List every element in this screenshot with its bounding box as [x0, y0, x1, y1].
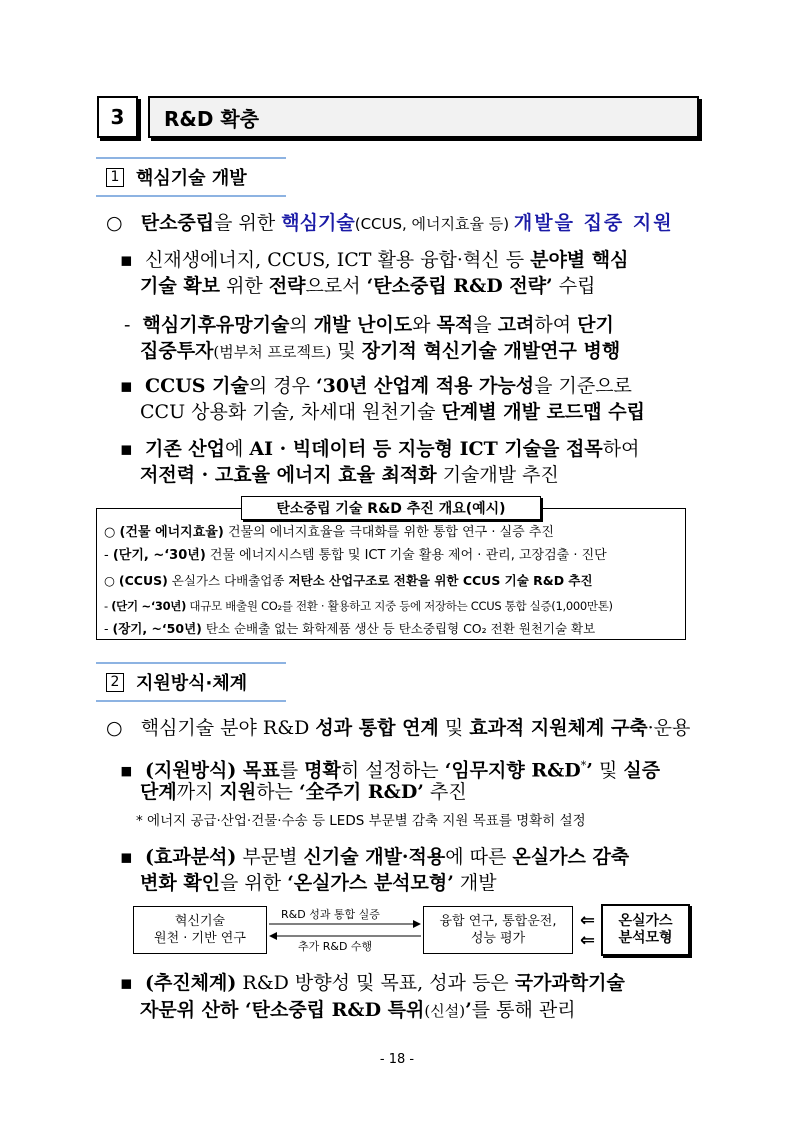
text-small: (범부처 프로젝트) — [213, 343, 332, 361]
bullet-marker: ○ — [106, 212, 123, 234]
subsection-1-number: 1 — [106, 168, 124, 187]
text: 부문별 — [236, 846, 304, 868]
text: 건물 에너지시스템 통합 및 ICT 기술 활용 제어 · 관리, 고장검출 · 진단 — [205, 548, 607, 563]
sub1-item-1-line2 — [140, 273, 595, 299]
text-bold: 자문위 산하 — [140, 999, 245, 1021]
text-bold: (단기, ~‘30년) — [112, 548, 206, 563]
text-bold: 신기술 개발·적용 — [303, 846, 446, 868]
text: 융합 연구, 통합운전, — [439, 914, 557, 929]
section-title-text: R&D 확충 — [164, 106, 260, 131]
text: 을 위한 — [214, 212, 282, 234]
text-bold: 변화 확인 — [140, 872, 221, 894]
text-bold: ‘임무지향 R&D — [444, 759, 581, 782]
text-bold: AI · 빅데이터 등 지능형 ICT 기술을 접목 — [249, 438, 603, 460]
text-bold: 목적 — [436, 314, 474, 336]
text: 탄소 순배출 없는 화학제품 생산 등 탄소중립형 CO₂ 전환 원천기술 확보 — [201, 621, 596, 636]
text: R&D 방향성 및 목표, 성과 등은 — [236, 972, 515, 994]
text-bold: (지원방식) — [144, 759, 237, 782]
text-bold: 기술 확보 — [140, 275, 221, 297]
example-line-4 — [104, 597, 613, 615]
text: 를 — [279, 759, 305, 782]
arrow-left-bold-icon: ⇐ — [580, 930, 596, 950]
sub2-item-2-line1 — [120, 844, 629, 870]
bullet-marker: ▪ — [120, 759, 133, 782]
text: ○ — [104, 573, 119, 588]
text-bold: (건물 에너지효율) — [119, 525, 224, 540]
text-bold: 핵심기후유망기술 — [142, 314, 290, 336]
text: 와 — [412, 314, 437, 336]
text-bold: 효과적 지원체계 구축 — [469, 717, 648, 739]
text-bold: 실증 — [623, 759, 661, 782]
example-box-title: 탄소중립 기술 R&D 추진 개요(예시) — [241, 496, 541, 520]
text-bold: 분야별 핵심 — [530, 249, 629, 271]
text-bold: ‘온실가스 분석모형’ — [287, 872, 454, 894]
text-bold: 저탄소 산업구조로 전환을 위한 CCUS 기술 R&D 추진 — [288, 573, 593, 588]
page-number: - 18 - — [379, 1052, 415, 1067]
text: 을 기준으로 — [534, 375, 632, 397]
text: 하여 — [602, 438, 640, 460]
arrow-right-head-icon — [413, 920, 421, 928]
text: 건물의 에너지효율을 극대화를 위한 통합 연구 · 실증 추진 — [223, 525, 554, 540]
text: - — [104, 599, 112, 613]
text-bold: 기존 산업 — [144, 438, 226, 460]
sub1-item-2-line2 — [140, 338, 620, 365]
text: 히 설정하는 — [340, 759, 445, 782]
text: 및 — [592, 759, 624, 782]
text: 에 — [225, 438, 250, 460]
subsection-1-title: 핵심기술 개발 — [136, 168, 247, 189]
text-bold: 장기적 혁신기술 개발연구 병행 — [361, 340, 621, 362]
text: 의 — [289, 314, 314, 336]
text: ○ — [104, 525, 120, 540]
sub1-item-4-line2 — [140, 462, 559, 488]
text-bold: 목표 — [236, 759, 280, 782]
text-bold: CCUS 기술 — [144, 375, 249, 397]
sub1-item-1-line1 — [120, 247, 628, 273]
diagram-left-arrows — [578, 910, 598, 950]
bullet-marker: ▪ — [120, 438, 133, 460]
text-bold: ‘탄소중립 R&D 전략’ — [366, 275, 553, 297]
bullet-marker: ▪ — [120, 249, 133, 271]
diagram-box-research — [133, 906, 267, 954]
dash-marker: - — [124, 314, 131, 336]
text: 으로서 — [305, 275, 367, 297]
text: 온실가스 — [618, 913, 673, 929]
text: 혁신기술 — [174, 914, 226, 929]
sub2-item-1-line2 — [140, 779, 467, 805]
arrow-left-head-icon — [269, 932, 277, 940]
text-bold: ‘全주기 R&D’ — [298, 781, 424, 803]
text: 대규모 배출원 CO₂를 전환 · 활용하고 지중 등에 저장하는 CCUS 통합 실증(1,000만톤) — [186, 599, 613, 613]
text: 성능 평가 — [470, 931, 526, 946]
text: 기술개발 추진 — [436, 464, 559, 486]
text: 의 경우 — [248, 375, 316, 397]
text: 신재생에너지, CCUS, ICT 활용 융합·혁신 등 — [144, 249, 531, 271]
text: 및 — [438, 717, 470, 739]
diagram-arrow-top-label: R&D 성과 통합 실증 — [281, 908, 380, 921]
text-bold: 온실가스 감축 — [512, 846, 630, 868]
bullet-marker: ▪ — [120, 375, 133, 397]
text: 하는 — [256, 781, 299, 803]
example-line-3 — [104, 572, 593, 590]
text-bold: 저전력 · 고효율 에너지 효율 최적화 — [140, 464, 437, 486]
arrow-left-bold-icon: ⇐ — [580, 910, 596, 931]
text-bold: 지원 — [219, 781, 257, 803]
text: 수립 — [552, 275, 596, 297]
text-bold: 개발 난이도 — [313, 314, 413, 336]
text-bold: (단기 ~‘30년) — [111, 599, 187, 613]
text-bold: 성과 통합 연계 — [315, 717, 439, 739]
text-bold: 단기 — [577, 314, 614, 336]
text-bold: 단계별 개발 로드맵 수립 — [441, 401, 645, 423]
text-bold: 단계 — [140, 781, 177, 803]
text-bold: (효과분석) — [144, 846, 237, 868]
sub2-item-3-line1 — [120, 970, 625, 996]
text-highlight: 핵심기술 — [281, 212, 355, 234]
text-bold: ’ — [465, 999, 472, 1021]
text: 하여 — [534, 314, 578, 336]
bullet-marker: ▪ — [120, 846, 133, 868]
text-highlight: 개발을 집중 지원 — [513, 212, 674, 234]
subsection-2-header — [96, 662, 286, 702]
text: - — [104, 548, 113, 563]
footnote-mark: * — [580, 759, 587, 772]
sub1-item-3-line2 — [140, 399, 645, 425]
text: 핵심기술 분야 R&D — [140, 717, 316, 739]
sub2-item-2-line2 — [140, 870, 497, 896]
bullet-marker: ▪ — [120, 972, 133, 994]
text: 분석모형 — [618, 930, 673, 946]
section-title — [148, 96, 699, 138]
text-bold: (추진체계) — [144, 972, 237, 994]
sub1-item-4-line1 — [120, 436, 639, 462]
text-bold: 국가과학기술 — [514, 972, 625, 994]
text-bold: 전략 — [268, 275, 306, 297]
text-bold: ‘30년 산업계 적용 가능성 — [316, 375, 535, 397]
subsection-2-title: 지원방식·체계 — [136, 673, 248, 694]
sub1-main-bullet — [106, 210, 674, 237]
text: 까지 — [176, 781, 220, 803]
diagram-box-convergence — [423, 906, 573, 954]
subsection-2-number: 2 — [106, 673, 124, 692]
text: 개발 — [453, 872, 497, 894]
sub2-main-bullet — [106, 715, 690, 741]
example-line-2 — [104, 547, 607, 565]
text: 을 — [473, 314, 498, 336]
text-bold: ‘탄소중립 R&D 특위 — [245, 999, 425, 1021]
example-line-1 — [104, 524, 554, 542]
text-small: (신설) — [424, 1002, 466, 1020]
text-bold: (CCUS) — [118, 573, 168, 588]
text: 에 따른 — [445, 846, 513, 868]
subsection-1-header — [96, 157, 286, 197]
diagram-arrow-bottom-label: 추가 R&D 수행 — [298, 940, 373, 953]
diagram-box-ghg-model — [601, 904, 690, 956]
text-bold: 명확 — [304, 759, 341, 782]
text: 를 통해 관리 — [471, 999, 576, 1021]
example-line-5 — [104, 620, 595, 638]
text: 온실가스 다배출업종 — [167, 573, 289, 588]
text: 및 — [331, 340, 362, 362]
text: 추진 — [423, 781, 467, 803]
text: CCU 상용화 기술, 차세대 원천기술 — [140, 401, 442, 423]
text-bold: 집중투자 — [140, 340, 214, 362]
text-bold: (장기, ~‘50년) — [112, 621, 202, 636]
text: 위한 — [220, 275, 269, 297]
section-number: 3 — [97, 96, 138, 138]
sub1-item-3-line1 — [120, 373, 632, 399]
text: 원천 · 기반 연구 — [154, 931, 246, 946]
sub2-item-1-footnote: * 에너지 공급·산업·건물·수송 등 LEDS 부문별 감축 지원 목표를 명확히 설정 — [136, 813, 586, 829]
sub1-item-2-line1 — [124, 312, 614, 338]
text: 을 위한 — [220, 872, 288, 894]
sub2-item-3-line2 — [140, 997, 576, 1024]
text-small: (CCUS, 에너지효율 등) — [354, 215, 514, 233]
bullet-marker: ○ — [106, 717, 123, 739]
text-bold: 고려 — [497, 314, 535, 336]
text-bold: ’ — [586, 759, 593, 782]
text: ·운용 — [647, 717, 691, 739]
text: - — [104, 621, 113, 636]
text-bold: 탄소중립 — [140, 212, 215, 234]
